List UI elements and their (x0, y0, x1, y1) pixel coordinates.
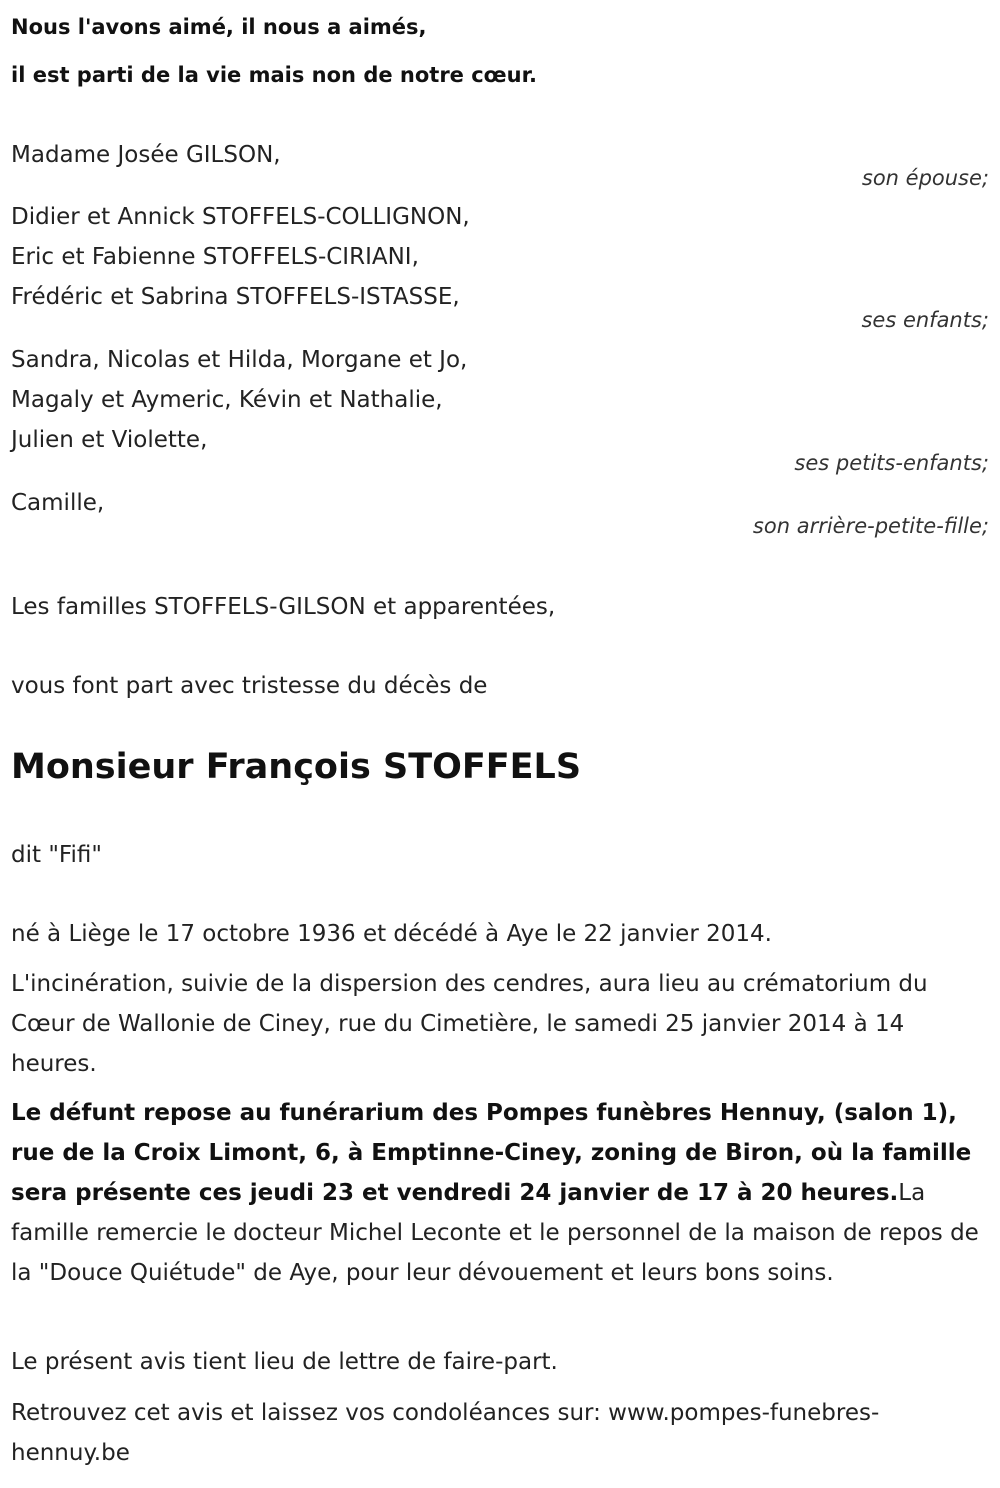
epigraph-line-1: Nous l'avons aimé, il nous a aimés, (11, 15, 427, 39)
reposing-paragraph (11, 1093, 989, 1293)
announcement-line: vous font part avec tristesse du décès de (11, 673, 488, 699)
families-line: Les familles STOFFELS-GILSON et apparentées, (11, 594, 556, 620)
deceased-name: Monsieur François STOFFELS (11, 747, 582, 787)
grandchild-name: Sandra, Nicolas et Hilda, Morgane et Jo, (11, 347, 468, 373)
spouse-name: Madame Josée GILSON, (11, 142, 281, 168)
cremation-paragraph: L'incinération, suivie de la dispersion des cendres, aura lieu au crématorium du Cœur de Wallonie de Ciney, rue du Cimetière, le samedi 25 janvier 2014 à 14 heures. (11, 971, 928, 1077)
grandchildren-role: ses petits-enfants; (794, 451, 989, 475)
notice-paragraph: Le présent avis tient lieu de lettre de faire-part. (11, 1349, 558, 1375)
spouse-role: son épouse; (861, 166, 989, 190)
children-role: ses enfants; (861, 308, 989, 332)
child-name: Frédéric et Sabrina STOFFELS-ISTASSE, (11, 284, 460, 310)
epigraph-line-2: il est parti de la vie mais non de notre cœur. (11, 63, 537, 87)
great-grandchild-name: Camille, (11, 490, 105, 516)
condolences-paragraph: Retrouvez cet avis et laissez vos condoléances sur: www.pompes-funebres-hennuy.be (11, 1400, 880, 1466)
reposing-details: Le défunt repose au funérarium des Pompes funèbres Hennuy, (salon 1), rue de la Croix Limont, 6, à Emptinne-Ciney, zoning de Biron, où la famille sera présente ces jeudi 23 et vendredi 24 janvier de 17 à 20 heures. (11, 1100, 972, 1206)
child-name: Didier et Annick STOFFELS-COLLIGNON, (11, 204, 470, 230)
birth-death-paragraph: né à Liège le 17 octobre 1936 et décédé à Aye le 22 janvier 2014. (11, 921, 772, 947)
thanks-text: La famille remercie le docteur Michel Leconte et le personnel de la maison de repos de la "Douce Quiétude" de Aye, pour leur dévouement et leurs bons soins. (11, 1180, 979, 1286)
great-grandchild-role: son arrière-petite-fille; (752, 514, 989, 538)
deceased-nickname: dit "Fifi" (11, 842, 102, 868)
grandchild-name: Julien et Violette, (11, 427, 208, 453)
grandchild-name: Magaly et Aymeric, Kévin et Nathalie, (11, 387, 443, 413)
child-name: Eric et Fabienne STOFFELS-CIRIANI, (11, 244, 419, 270)
